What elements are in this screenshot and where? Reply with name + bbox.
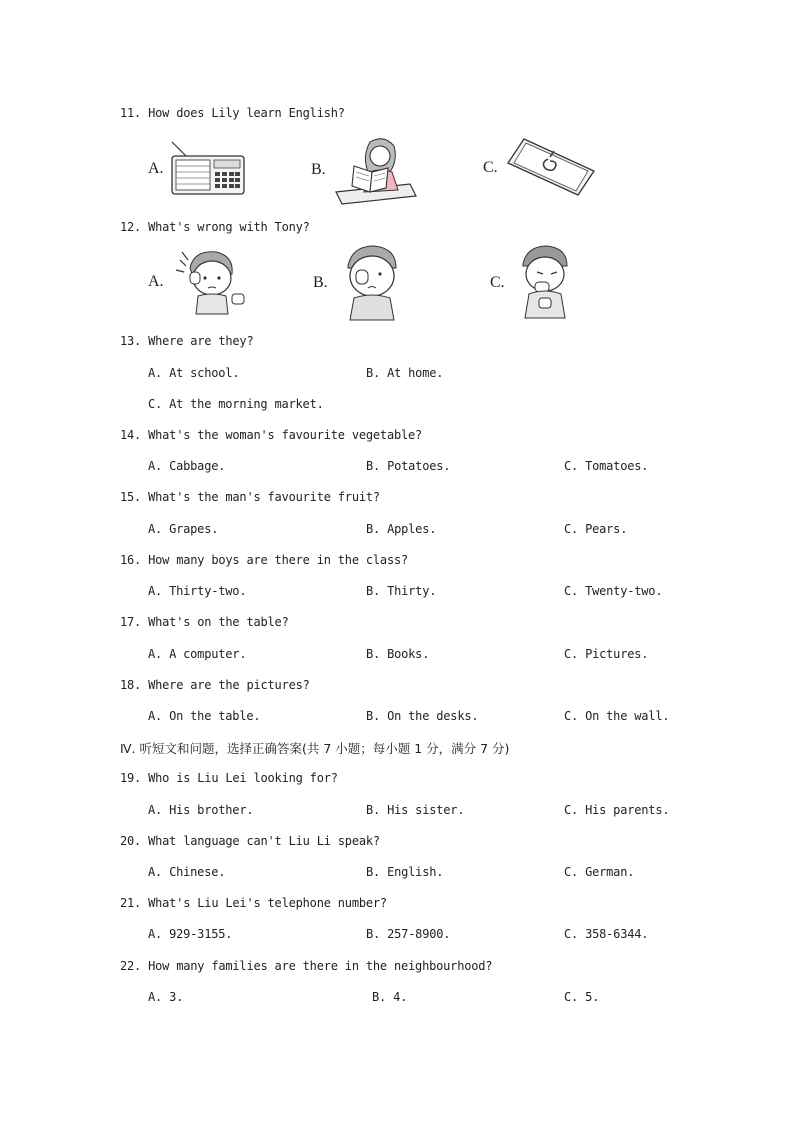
option-15-a[interactable]: A. Grapes. — [148, 522, 219, 536]
question-number: 11. — [120, 106, 142, 120]
option-22-a[interactable]: A. 3. — [148, 990, 184, 1004]
question-text: Where are they? — [148, 334, 254, 348]
question-18 — [120, 678, 310, 692]
option-12-a[interactable] — [148, 246, 258, 318]
question-number: 17. — [120, 615, 142, 629]
option-12-c[interactable] — [490, 244, 581, 322]
option-17-a[interactable]: A. A computer. — [148, 647, 247, 661]
question-text: How many boys are there in the class? — [148, 553, 409, 567]
option-20-a[interactable]: A. Chinese. — [148, 865, 226, 879]
question-number: 18. — [120, 678, 142, 692]
question-20 — [120, 834, 380, 848]
boy-sore-eye-icon — [332, 244, 412, 322]
boy-coughing-icon — [509, 244, 581, 322]
option-letter: C. — [483, 159, 498, 176]
option-12-b[interactable] — [313, 244, 412, 322]
option-18-a[interactable]: A. On the table. — [148, 709, 261, 723]
girl-reading-book-icon — [330, 134, 420, 206]
option-13-c[interactable]: C. At the morning market. — [148, 397, 324, 411]
question-text: What language can't Liu Li speak? — [148, 834, 380, 848]
question-number: 14. — [120, 428, 142, 442]
option-15-c[interactable]: C. Pears. — [564, 522, 628, 536]
option-19-b[interactable]: B. His sister. — [366, 803, 465, 817]
option-22-c[interactable]: C. 5. — [564, 990, 600, 1004]
smartphone-music-icon — [502, 137, 598, 199]
question-22 — [120, 959, 492, 973]
radio-icon — [168, 140, 248, 198]
option-19-c[interactable]: C. His parents. — [564, 803, 670, 817]
question-21 — [120, 896, 387, 910]
option-21-c[interactable]: C. 358-6344. — [564, 927, 649, 941]
option-14-c[interactable]: C. Tomatoes. — [564, 459, 649, 473]
option-letter: C. — [490, 274, 505, 291]
question-number: 19. — [120, 771, 142, 785]
option-letter: B. — [311, 161, 326, 178]
option-21-a[interactable]: A. 929-3155. — [148, 927, 233, 941]
question-14 — [120, 428, 422, 442]
option-18-b[interactable]: B. On the desks. — [366, 709, 479, 723]
option-letter: A. — [148, 273, 164, 290]
option-18-c[interactable]: C. On the wall. — [564, 709, 670, 723]
option-21-b[interactable]: B. 257-8900. — [366, 927, 451, 941]
option-11-a[interactable] — [148, 140, 248, 198]
question-number: 22. — [120, 959, 142, 973]
option-16-c[interactable]: C. Twenty-two. — [564, 584, 663, 598]
option-16-b[interactable]: B. Thirty. — [366, 584, 437, 598]
question-number: 21. — [120, 896, 142, 910]
question-text: What's Liu Lei's telephone number? — [148, 896, 387, 910]
question-text: Who is Liu Lei looking for? — [148, 771, 338, 785]
option-19-a[interactable]: A. His brother. — [148, 803, 254, 817]
question-15 — [120, 490, 380, 504]
question-number: 12. — [120, 220, 142, 234]
question-text: What's wrong with Tony? — [148, 220, 310, 234]
option-15-b[interactable]: B. Apples. — [366, 522, 437, 536]
option-letter: B. — [313, 274, 328, 291]
option-16-a[interactable]: A. Thirty-two. — [148, 584, 247, 598]
option-13-a[interactable]: A. At school. — [148, 366, 240, 380]
question-text: Where are the pictures? — [148, 678, 310, 692]
section-iv-heading: Ⅳ. 听短文和问题，选择正确答案(共 7 小题；每小题 1 分，满分 7 分) — [120, 741, 510, 756]
option-11-b[interactable] — [311, 134, 420, 206]
option-20-c[interactable]: C. German. — [564, 865, 635, 879]
question-number: 20. — [120, 834, 142, 848]
question-text: What's the man's favourite fruit? — [148, 490, 380, 504]
question-16 — [120, 553, 408, 567]
question-12 — [120, 220, 310, 234]
option-13-b[interactable]: B. At home. — [366, 366, 444, 380]
question-13 — [120, 334, 253, 348]
option-letter: A. — [148, 160, 164, 177]
question-17 — [120, 615, 289, 629]
option-22-b[interactable]: B. 4. — [372, 990, 408, 1004]
boy-headache-icon — [168, 246, 258, 318]
question-11 — [120, 106, 345, 120]
question-number: 16. — [120, 553, 142, 567]
option-17-c[interactable]: C. Pictures. — [564, 647, 649, 661]
option-17-b[interactable]: B. Books. — [366, 647, 430, 661]
question-text: What's on the table? — [148, 615, 289, 629]
question-19 — [120, 771, 338, 785]
question-text: How many families are there in the neighbourhood? — [148, 959, 493, 973]
question-number: 15. — [120, 490, 142, 504]
option-20-b[interactable]: B. English. — [366, 865, 444, 879]
option-14-a[interactable]: A. Cabbage. — [148, 459, 226, 473]
question-text: What's the woman's favourite vegetable? — [148, 428, 423, 442]
question-text: How does Lily learn English? — [148, 106, 345, 120]
option-11-c[interactable] — [483, 137, 598, 199]
question-number: 13. — [120, 334, 142, 348]
option-14-b[interactable]: B. Potatoes. — [366, 459, 451, 473]
